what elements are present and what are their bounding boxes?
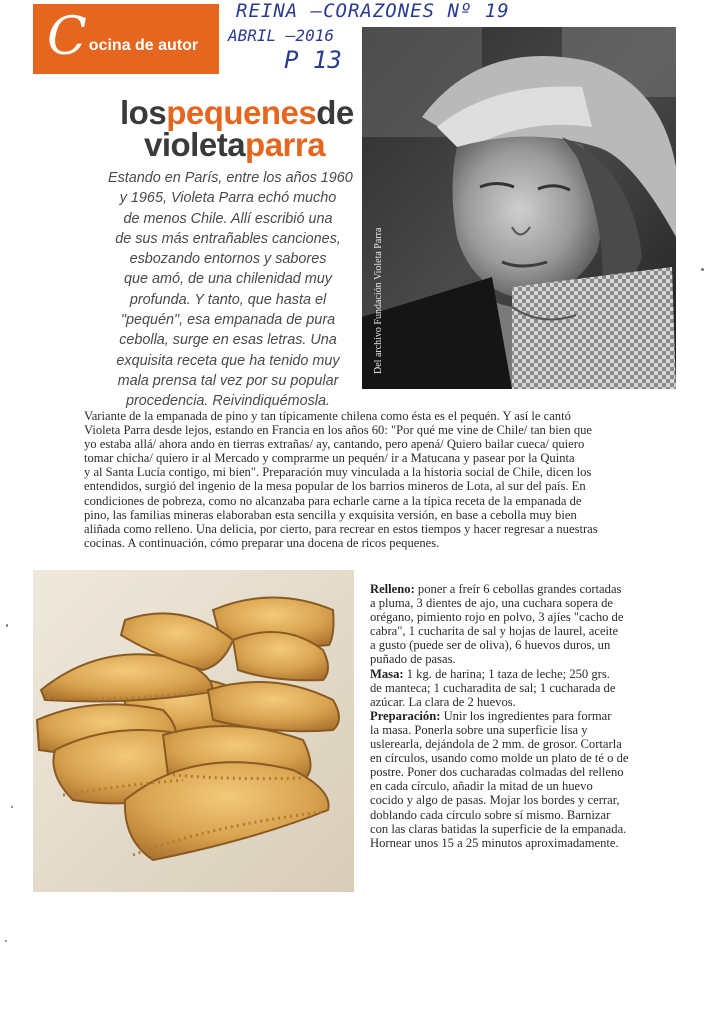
recipe-line: [370, 638, 670, 652]
recipe-line-text: poner a freír 6 cebollas grandes cortadas: [414, 582, 622, 596]
recipe-line: [370, 765, 670, 779]
violeta-parra-portrait-photo: [362, 27, 676, 389]
intro-line: exquisita receta que ha tenido muy: [116, 352, 340, 369]
recipe-line: [370, 709, 670, 723]
recipe-line: [370, 737, 670, 751]
recipe-line-text: puñado de pasas.: [370, 652, 456, 667]
body-line: tomar chicha/ quiero ir al Mercado y comprarme un pequén/ ir a Matucana y pasear por la Quinta: [84, 451, 575, 466]
photo-credit: [362, 27, 384, 389]
recipe-line-text: a gusto (puede ser de oliva), 6 huevos duros, un: [370, 638, 611, 653]
recipe-line-text: cabra", 1 cucharita de sal y hojas de laurel, aceite: [370, 624, 619, 639]
recipe-line: [370, 751, 670, 765]
body-line: pino, las familias mineras elaboraban esta sencilla y exquisita versión, en base a cebolla muy bien: [84, 507, 577, 522]
section-badge: [33, 4, 219, 74]
body-line: cocinas. A continuación, cómo preparar una docena de ricos pequenes.: [84, 535, 440, 550]
intro-paragraph: [108, 168, 353, 412]
intro-line: "pequén", esa empanada de pura: [120, 312, 336, 329]
recipe-text: [370, 582, 670, 850]
handwritten-note-page: P 13: [284, 46, 342, 74]
headline-word: de: [316, 94, 354, 131]
recipe-line-text: postre. Poner dos cucharadas colmadas del relleno: [370, 765, 624, 780]
recipe-line: [370, 582, 670, 596]
recipe-line-text: con las claras batidas la superficie de la empanada.: [370, 821, 627, 836]
body-line: condiciones de pobreza, como no alcanzaba para echarle carne a la típica receta de la empanada de: [84, 493, 582, 508]
recipe-line-text: cocido y algo de pasas. Mojar los bordes y cerrar,: [370, 793, 620, 808]
photo-credit-text: Del archivo Fundación Violeta Parra: [373, 227, 384, 374]
recipe-section-label: Relleno:: [370, 582, 415, 596]
recipe-line-text: en cada círculo, añadir la mitad de un huevo: [370, 779, 593, 794]
headline-word: violeta: [144, 126, 246, 163]
recipe-line: [370, 596, 670, 610]
recipe-line-text: doblando cada círculo sobre sí mismo. Barnizar: [370, 807, 611, 822]
recipe-line: [370, 822, 670, 836]
handwritten-note-line2: ABRIL –2016: [228, 26, 334, 45]
scan-speck: [6, 624, 8, 627]
scan-speck: [11, 806, 13, 808]
headline-word-accent: parra: [245, 126, 326, 163]
recipe-line-text: a pluma, 3 dientes de ajo, una cuchara sopera de: [370, 596, 614, 611]
recipe-line: [370, 793, 670, 807]
recipe-line-text: la masa. Ponerla sobre una superficie lisa y: [370, 722, 588, 737]
recipe-line-text: 1 kg. de harina; 1 taza de leche; 250 grs.: [403, 666, 610, 681]
headline-line1: [120, 96, 354, 129]
intro-line: mala prensa tal vez por su popular: [117, 372, 339, 389]
intro-line: profunda. Y tanto, que hasta el: [129, 291, 327, 308]
body-line: Violeta Parra desde lejos, estando en Francia en los años 60: "Por qué me vine de Chile/ tan bien que: [84, 423, 592, 438]
intro-line: procedencia. Reivindiquémosla.: [126, 393, 330, 410]
recipe-line-text: uslerearla, dejándola de 2 mm. de grosor. Cortarla: [370, 737, 622, 752]
recipe-line-text: orégano, pimiento rojo en polvo, 3 ajíes "cacho de: [370, 610, 624, 625]
body-line: Variante de la empanada de pino y tan típicamente chilena como ésta es el pequén. Y así le cantó: [84, 409, 571, 423]
recipe-line: [370, 667, 670, 681]
intro-line: y 1965, Violeta Parra echó mucho: [119, 190, 337, 207]
recipe-line: [370, 610, 670, 624]
headline-word: los: [120, 94, 167, 131]
body-line: yo estaba allá/ ahora ando en tierras extrañas/ ay, cantando, pero apená/ Quiero bailar cueca/ quiero: [84, 437, 585, 452]
headline-line2: [144, 128, 325, 161]
scan-speck: [701, 268, 704, 271]
recipe-line: [370, 808, 670, 822]
empanadas-photo: [33, 570, 354, 892]
body-line: entendidos, surgió del ingenio de la mesa popular de los barrios mineros de Lota, al sur del país. En: [84, 479, 586, 494]
recipe-line-text: de manteca; 1 cucharadita de sal; 1 cucharada de: [370, 680, 616, 695]
recipe-line: [370, 681, 670, 695]
recipe-section-label: Preparación:: [370, 708, 441, 723]
recipe-line: [370, 723, 670, 737]
headline-word-accent: pequenes: [166, 94, 317, 131]
recipe-line-text: azúcar. La clara de 2 huevos.: [370, 694, 516, 709]
handwritten-note-line1: REINA –CORAZONES Nº 19: [236, 0, 510, 22]
intro-line: esbozando entornos y sabores: [129, 251, 327, 268]
recipe-line-text: Unir los ingredientes para formar: [440, 708, 612, 723]
recipe-line: [370, 652, 670, 666]
body-line: y al Santa Lucía contigo, mi bien". Preparación muy vinculada a la historia social de Chile, dicen los: [84, 465, 592, 480]
recipe-line: [370, 836, 670, 850]
recipe-line-text: en círculos, usando como molde un plato de té o de: [370, 751, 629, 766]
recipe-line: [370, 624, 670, 638]
recipe-line: [370, 695, 670, 709]
body-line: aliñada como relleno. Una delicia, por cierto, para recrear en estos tiempos y hacer regresar a nuestras: [84, 521, 598, 536]
intro-line: cebolla, surge en esas letras. Una: [119, 332, 337, 349]
recipe-section-label: Masa:: [370, 666, 404, 681]
recipe-line-text: Hornear unos 15 a 25 minutos aproximadamente.: [370, 835, 619, 850]
section-badge-initial: C: [47, 7, 87, 67]
intro-line: Estando en París, entre los años 1960: [108, 170, 353, 186]
intro-line: de sus más entrañables canciones,: [115, 230, 341, 247]
intro-line: de menos Chile. Allí escribió una: [123, 210, 333, 227]
scan-speck: [5, 940, 7, 942]
recipe-line: [370, 779, 670, 793]
section-badge-label: ocina de autor: [88, 37, 199, 54]
body-paragraph: [84, 409, 664, 550]
intro-line: que amó, de una chilenidad muy: [123, 271, 332, 288]
